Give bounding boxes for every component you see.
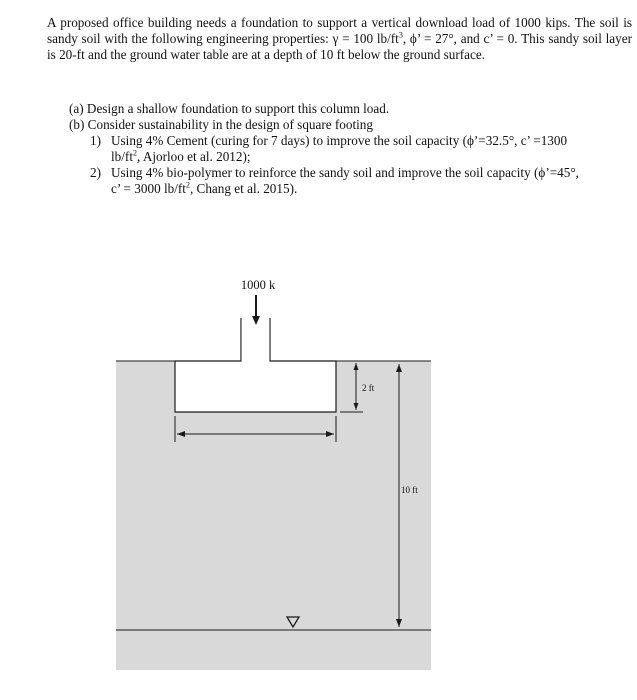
sub-item-2-line2-rest: , Chang et al. 2015). (189, 181, 298, 196)
sub-item-1-line2: lb/ft (111, 149, 133, 164)
sub-item-1-line2-rest: , Ajorloo et al. 2012); (136, 149, 251, 164)
sub-item-1-number: 1) (90, 133, 101, 148)
part-b: (b) Consider sustainability in the design of square footing (69, 117, 373, 132)
sub-item-2-line1: Using 4% bio-polymer to reinforce the sandy soil and improve the soil capacity (ϕ’=45°, (111, 165, 579, 180)
load-label: 1000 k (240, 278, 276, 292)
depth-label: 2 ft (362, 383, 375, 393)
statement-text-main: A proposed office building needs a foundation to support a vertical download load of 1000 kips. The soil is sandy soil with the following engineering properties: γ = 100 lb/ft (47, 15, 632, 47)
statement-superscript: 3 (398, 30, 403, 40)
water-depth-label: 10 ft (401, 485, 418, 495)
sub-item-2-number: 2) (90, 165, 101, 180)
sub-item-2-sup: 2 (185, 180, 190, 190)
column-fill (242, 318, 270, 362)
sub-item-1-sup: 2 (132, 148, 137, 158)
sub-item-1-line1: Using 4% Cement (curing for 7 days) to improve the soil capacity (ϕ’=32.5°, c’ =1300 (111, 133, 568, 148)
sub-item-2-line2: c’ = 3000 lb/ft (111, 181, 186, 196)
part-a: (a) Design a shallow foundation to support this column load. (69, 101, 390, 116)
statement-text-rest: , ϕ’ = 27°, and c’ = 0. This sandy soil layer is 20-ft and the ground water table are at a depth of 10 ft below the ground surface. (47, 31, 632, 63)
